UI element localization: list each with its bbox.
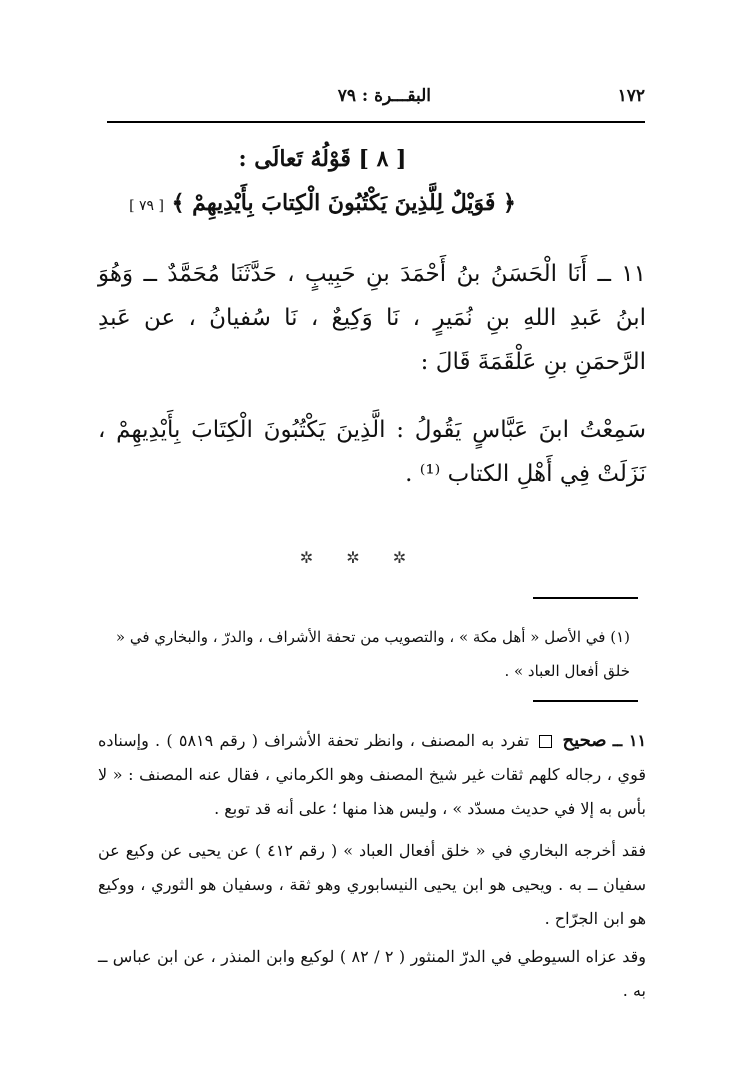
hadith-matn: سَمِعْتُ ابنَ عَبَّاسٍ يَقُولُ : الَّذِينَ يَكْتُبُونَ الْكِتَابَ بِأَيْدِيهِمْ ، نَزَلَتْ فِي أَهْلِ الكتاب ⁽¹⁾ .: [98, 417, 646, 487]
page-number: ١٧٢: [617, 86, 645, 106]
running-title: البقـــرة : ٧٩: [337, 86, 431, 106]
hadith-isnad: ١١ ــ أَنَا الْحَسَنُ بنُ أَحْمَدَ بنِ حَبِيبٍ ، حَدَّثَنَا مُحَمَّدٌ ــ وَهُوَ ابنُ عَبدِ اللهِ بنِ نُمَيرٍ ، نَا وَكِيعٌ ، نَا سُفيانُ ، عن عَبدِ الرَّحمَنِ بنِ عَلْقَمَةَ قَالَ :: [98, 261, 646, 375]
header-rule: [107, 121, 645, 123]
commentary-number: ١١ ــ: [612, 731, 647, 750]
commentary-paragraph-3: وقد عزاه السيوطي في الدرّ المنثور ( ٢ / ٨٢ ) لوكيع وابن المنذر ، عن ابن عباس ــ به .: [98, 947, 646, 1000]
section-heading: [ ٨ ] قَوْلُهُ تَعالَى :: [238, 146, 407, 172]
verse-text: ﴿ فَوَيْلٌ لِلَّذِينَ يَكْتُبُونَ الْكِتابَ بِأَيْدِيهِمْ ﴾: [171, 190, 516, 216]
verse-reference: [ ٧٩ ]: [129, 198, 164, 214]
page-header: [105, 84, 645, 112]
square-box-icon: [539, 735, 552, 748]
footnote-rule: [533, 597, 638, 599]
hadith-grade: صحيح: [562, 730, 607, 751]
footnote: (١) في الأصل « أهل مكة » ، والتصويب من تحفة الأشراف ، والدرّ ، والبخاري في « خلق أفعال العباد » .: [115, 628, 630, 680]
commentary-rule: [533, 700, 638, 702]
commentary-paragraph-1: [98, 724, 646, 826]
commentary-text-1: تفرد به المصنف ، وانظر تحفة الأشراف ( رقم ٥٨١٩ ) . وإسناده قوي ، رجاله كلهم ثقات غير شيخ المصنف وهو الكرماني ، فقال عنه المصنف : « لا بأس به إلا في حديث مسدّد » ، وليس هذا منها ؛ على أنه قد توبع .: [98, 731, 646, 818]
quran-verse: [100, 190, 545, 216]
commentary-paragraph-2: فقد أخرجه البخاري في « خلق أفعال العباد » ( رقم ٤١٢ ) عن يحيى عن وكيع عن سفيان ــ به . ويحيى هو ابن يحيى النيسابوري وهو ثقة ، وسفيان هو الثوري ، ووكيع هو ابن الجرّاح .: [98, 841, 646, 928]
section-divider-stars: ✲ ✲ ✲: [299, 548, 421, 567]
